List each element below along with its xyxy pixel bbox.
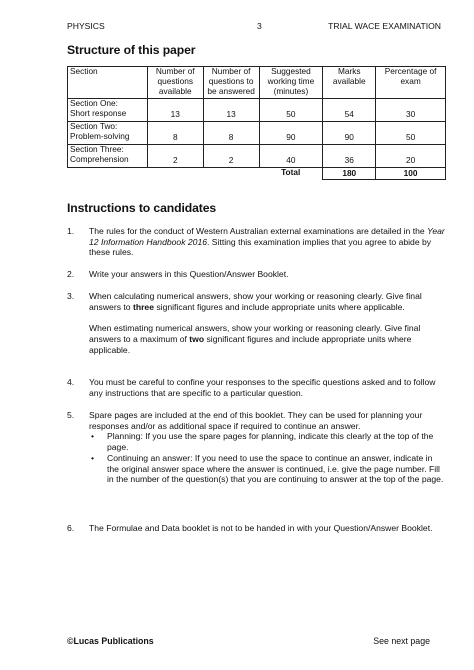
- marks-cell: 36: [323, 145, 376, 168]
- section-cell: [68, 99, 148, 122]
- item-number: 5.: [67, 410, 75, 420]
- total-marks: 180: [323, 168, 376, 180]
- questions-available-cell: 2: [147, 145, 203, 168]
- instructions-heading: Instructions to candidates: [67, 201, 217, 215]
- column-header: Suggested working time (minutes): [259, 67, 323, 99]
- structure-table: [67, 66, 446, 180]
- item-text: When estimating numerical answers, show your working or reasoning clearly. Give final answers to a maximum of two significant figures and include appropriate units where applicable.: [89, 323, 421, 355]
- section-name: Section One:: [70, 98, 118, 108]
- percentage-cell: 50: [376, 122, 446, 145]
- structure-heading: Structure of this paper: [67, 43, 196, 57]
- item-number: 3.: [67, 291, 75, 301]
- handbook-title: Year 12 Information Handbook 2016: [89, 226, 445, 247]
- item-number: 6.: [67, 523, 75, 533]
- working-time-cell: 50: [259, 99, 323, 122]
- section-type: Comprehension: [70, 153, 129, 164]
- working-time-cell: 90: [259, 122, 323, 145]
- section-name: Section Three:: [70, 144, 124, 154]
- item-number: 4.: [67, 377, 75, 387]
- bullet-item: • Planning: If you use the spare pages for planning, indicate this clearly at the top of the page.: [91, 431, 434, 453]
- marks-cell: 54: [323, 99, 376, 122]
- item-text: Spare pages are included at the end of this booklet. They can be used for planning your responses and/or as additional space if required to continue an answer.: [89, 410, 423, 431]
- questions-available-cell: 8: [147, 122, 203, 145]
- table-total-row: [68, 168, 446, 180]
- publisher-credit: ©Lucas Publications: [67, 636, 154, 646]
- questions-answered-cell: 13: [203, 99, 259, 122]
- bullet-item: • Continuing an answer: If you need to use the space to continue an answer, indicate in the original answer space where the answer is continued, i.e. give the page number. Fill in the number of the question(s) that you are continuing to answer at the top of the page.: [91, 452, 444, 485]
- bullet-icon: •: [91, 452, 95, 463]
- section-type: Short response: [70, 107, 127, 118]
- column-header: Number of questions to be answered: [203, 67, 259, 99]
- table-row: [68, 145, 446, 168]
- table-row: [68, 122, 446, 145]
- column-header: Section: [68, 67, 148, 99]
- percentage-cell: 30: [376, 99, 446, 122]
- item-number: 1.: [67, 226, 75, 236]
- section-name: Section Two:: [70, 121, 118, 131]
- table-row: [68, 99, 446, 122]
- section-type: Problem-solving: [70, 130, 130, 141]
- bullet-icon: •: [91, 431, 95, 442]
- percentage-cell: 20: [376, 145, 446, 168]
- item-text: The Formulae and Data booklet is not to be handed in with your Question/Answer Booklet.: [89, 523, 433, 533]
- page-header: [67, 21, 441, 35]
- header-exam-title: TRIAL WACE EXAMINATION: [328, 21, 441, 31]
- item-text: You must be careful to confine your responses to the specific questions asked and to follow any instructions that are specific to a particular question.: [89, 377, 436, 398]
- item-text: When calculating numerical answers, show your working or reasoning clearly. Give final answers to three significant figures and include appropriate units where applicable.: [89, 291, 422, 312]
- table-header-row: [68, 67, 446, 99]
- questions-answered-cell: 8: [203, 122, 259, 145]
- item-number: 2.: [67, 269, 75, 279]
- questions-available-cell: 13: [147, 99, 203, 122]
- column-header: Marks available: [323, 67, 376, 99]
- header-subject: PHYSICS: [67, 21, 105, 31]
- section-cell: [68, 122, 148, 145]
- marks-cell: 90: [323, 122, 376, 145]
- working-time-cell: 40: [259, 145, 323, 168]
- questions-answered-cell: 2: [203, 145, 259, 168]
- total-label: Total: [281, 167, 301, 177]
- column-header: Number of questions available: [147, 67, 203, 99]
- item-text: The rules for the conduct of Western Australian external examinations are detailed in the Year 12 Information Handbook 2016. Sitting this examination implies that you agree to abide by these rules.: [89, 226, 445, 258]
- total-percentage: 100: [376, 168, 446, 180]
- section-cell: [68, 145, 148, 168]
- header-page-number: 3: [257, 21, 262, 31]
- column-header: Percentage of exam: [376, 67, 446, 99]
- item-text: Write your answers in this Question/Answer Booklet.: [89, 269, 289, 279]
- next-page-note: See next page: [373, 636, 430, 646]
